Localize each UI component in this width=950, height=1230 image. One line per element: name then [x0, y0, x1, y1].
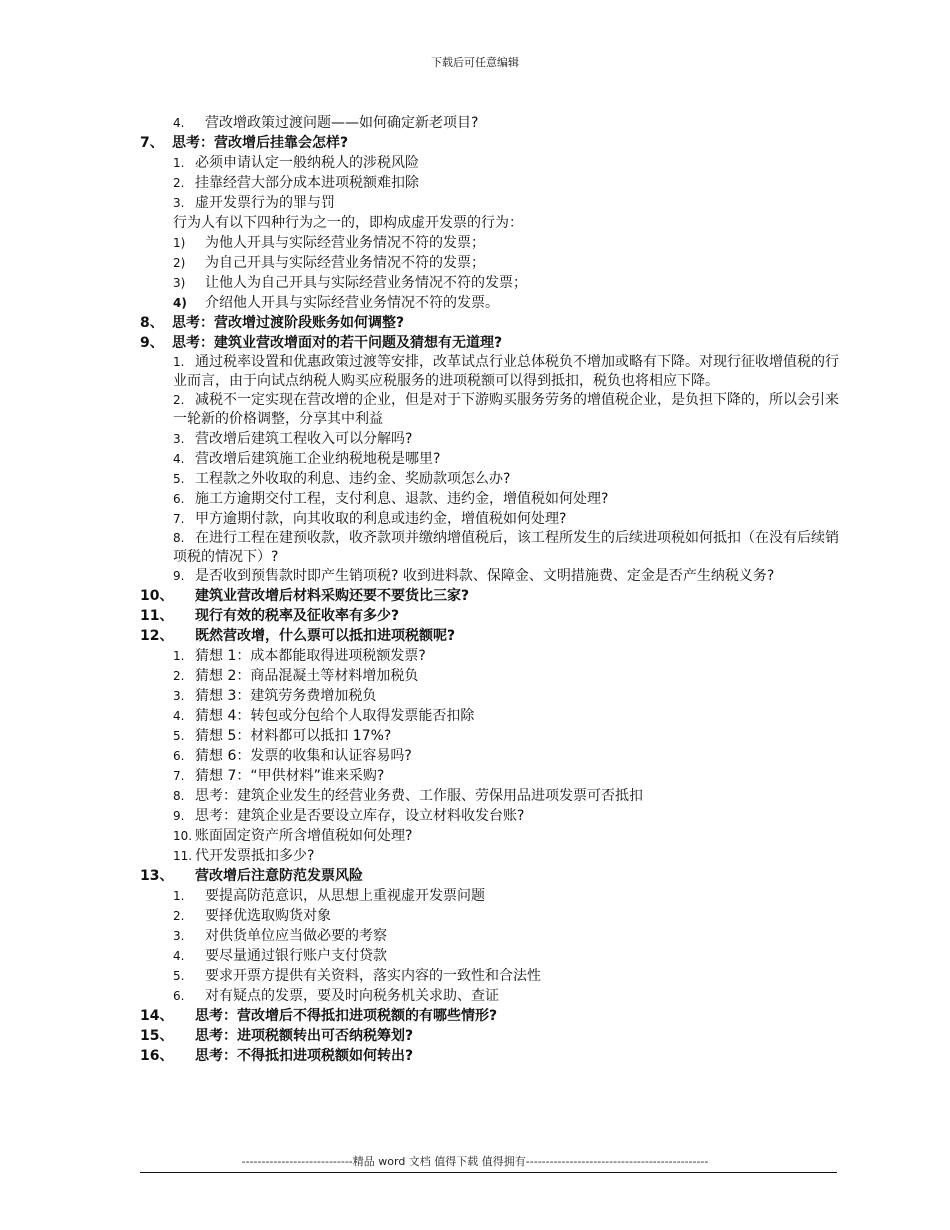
section-number: 12、 [140, 628, 174, 644]
list-item [140, 391, 840, 429]
list-item [140, 886, 840, 906]
section-number: 9、 [140, 335, 164, 351]
list-number: 11. [173, 849, 193, 863]
list-number: 6. [173, 492, 185, 506]
section-number: 14、 [140, 1008, 174, 1024]
list-text: 为他人开具与实际经营业务情况不符的发票； [205, 235, 485, 251]
list-number: 3. [173, 196, 185, 210]
document-body [140, 113, 840, 1066]
list-number: 8. [173, 531, 185, 545]
list-text: 要提高防范意识，从思想上重视虚开发票问题 [205, 888, 485, 904]
list-item [140, 986, 840, 1006]
list-number: 5. [173, 472, 185, 486]
list-number: 1. [173, 355, 185, 369]
section-heading [140, 133, 840, 153]
list-number: 4. [173, 452, 185, 466]
footer-rule [140, 1172, 837, 1173]
list-text: 猜想 4：转包或分包给个人取得发票能否扣除 [195, 708, 475, 724]
section-heading [140, 313, 840, 333]
section-number: 11、 [140, 608, 174, 624]
list-item [140, 509, 840, 529]
list-item [140, 253, 840, 273]
list-text: 猜想 7：“甲供材料”谁来采购? [195, 768, 385, 784]
list-text: 猜想 6：发票的收集和认证容易吗? [195, 748, 412, 764]
section-heading [140, 1046, 840, 1066]
list-item [140, 193, 840, 213]
list-item [140, 469, 840, 489]
list-number: 2. [173, 176, 185, 190]
list-item [140, 567, 840, 586]
section-title: 建筑业营改增后材料采购还要不要货比三家? [195, 588, 470, 604]
list-item [140, 113, 840, 133]
list-text: 甲方逾期付款，向其收取的利息或违约金，增值税如何处理? [195, 511, 567, 527]
list-item [140, 926, 840, 946]
list-item [140, 726, 840, 746]
list-text: 虚开发票行为的罪与罚 [195, 195, 335, 211]
list-number: 4. [173, 116, 185, 130]
section-number: 13、 [140, 868, 174, 884]
list-item [140, 966, 840, 986]
list-text: 通过税率设置和优惠政策过渡等安排，改革试点行业总体税负不增加或略有下降。对现行征收增值税的行业而言，由于向试点纳税人购买应税服务的进项税额可以得到抵扣，税负也将相应下降。 [173, 354, 839, 389]
list-text: 介绍他人开具与实际经营业务情况不符的发票。 [205, 295, 499, 311]
list-number: 2. [173, 909, 185, 923]
list-item [140, 293, 840, 313]
list-number: 4. [173, 709, 185, 723]
list-item [140, 273, 840, 293]
list-number: 1. [173, 889, 185, 903]
section-heading [140, 586, 840, 606]
list-text: 要择优选取购货对象 [205, 908, 331, 924]
section-heading [140, 606, 840, 626]
list-item [140, 173, 840, 193]
section-number: 10、 [140, 588, 174, 604]
list-number: 7. [173, 769, 185, 783]
list-number: 1. [173, 156, 185, 170]
list-number: 1) [173, 236, 186, 250]
list-item [140, 946, 840, 966]
section-title: 思考：营改增后不得抵扣进项税额的有哪些情形? [195, 1008, 498, 1024]
list-text: 减税不一定实现在营改增的企业，但是对于下游购买服务劳务的增值税企业，是负担下降的，所以会引来一轮新的价格调整，分享其中利益 [173, 392, 839, 427]
section-heading [140, 1006, 840, 1026]
list-item [140, 826, 840, 846]
list-text: 思考：建筑企业是否要设立库存，设立材料收发台账? [195, 808, 525, 824]
list-item [140, 233, 840, 253]
paragraph-text: 行为人有以下四种行为之一的，即构成虚开发票的行为： [173, 215, 523, 231]
list-item [140, 766, 840, 786]
list-number: 3. [173, 432, 185, 446]
list-number: 2. [173, 393, 185, 407]
section-title: 思考：进项税额转出可否纳税筹划? [195, 1028, 414, 1044]
list-text: 营改增政策过渡问题——如何确定新老项目? [205, 115, 479, 131]
list-text: 对供货单位应当做必要的考察 [205, 928, 387, 944]
list-number: 3) [173, 276, 186, 290]
list-text: 猜想 3：建筑劳务费增加税负 [195, 688, 377, 704]
section-title: 营改增后注意防范发票风险 [195, 868, 363, 884]
list-text: 挂靠经营大部分成本进项税额难扣除 [195, 175, 419, 191]
section-title: 思考：建筑业营改增面对的若干问题及猜想有无道理? [172, 335, 503, 351]
list-number: 9. [173, 569, 185, 583]
list-text: 营改增后建筑工程收入可以分解吗? [195, 431, 413, 447]
list-text: 要尽量通过银行账户支付贷款 [205, 948, 387, 964]
page-header: 下载后可任意编辑 [431, 56, 519, 69]
section-number: 15、 [140, 1028, 174, 1044]
section-heading [140, 866, 840, 886]
list-number: 4) [173, 296, 187, 310]
list-text: 思考：建筑企业发生的经营业务费、工作服、劳保用品进项发票可否抵扣 [195, 788, 643, 804]
section-number: 16、 [140, 1048, 174, 1064]
list-number: 2) [173, 256, 186, 270]
list-number: 3. [173, 689, 185, 703]
section-heading [140, 626, 840, 646]
list-text: 营改增后建筑施工企业纳税地税是哪里? [195, 451, 441, 467]
list-number: 7. [173, 512, 185, 526]
section-heading [140, 333, 840, 353]
page-footer: ----------------------------精品 word 文档 值得下载 值得拥有---------------------------------------------- [241, 1155, 709, 1168]
list-text: 是否收到预售款时即产生销项税? 收到进料款、保障金、文明措施费、定金是否产生纳税义务? [195, 568, 775, 584]
list-number: 8. [173, 789, 185, 803]
section-number: 8、 [140, 315, 164, 331]
list-item [140, 906, 840, 926]
list-item [140, 806, 840, 826]
list-text: 猜想 5：材料都可以抵扣 17%? [195, 728, 392, 744]
list-number: 5. [173, 969, 185, 983]
list-text: 为自己开具与实际经营业务情况不符的发票； [205, 255, 485, 271]
section-title: 现行有效的税率及征收率有多少? [195, 608, 400, 624]
list-number: 6. [173, 989, 185, 1003]
list-number: 4. [173, 949, 185, 963]
list-text: 要求开票方提供有关资料，落实内容的一致性和合法性 [205, 968, 541, 984]
list-item [140, 786, 840, 806]
list-text: 让他人为自己开具与实际经营业务情况不符的发票； [205, 275, 527, 291]
list-item [140, 666, 840, 686]
list-item [140, 646, 840, 666]
list-number: 3. [173, 929, 185, 943]
list-text: 对有疑点的发票，要及时向税务机关求助、查证 [205, 988, 499, 1004]
list-item [140, 529, 840, 567]
list-item [140, 153, 840, 173]
list-number: 6. [173, 749, 185, 763]
list-item [140, 489, 840, 509]
list-number: 2. [173, 669, 185, 683]
list-item [140, 846, 840, 866]
section-title: 思考：营改增过渡阶段账务如何调整? [172, 315, 405, 331]
list-item [140, 746, 840, 766]
list-item [140, 429, 840, 449]
list-number: 9. [173, 809, 185, 823]
section-number: 7、 [140, 135, 164, 151]
section-title: 思考：不得抵扣进项税额如何转出? [195, 1048, 414, 1064]
list-text: 工程款之外收取的利息、违约金、奖励款项怎么办? [195, 471, 511, 487]
list-text: 施工方逾期交付工程，支付利息、退款、违约金，增值税如何处理? [195, 491, 609, 507]
list-item [140, 706, 840, 726]
list-number: 5. [173, 729, 185, 743]
section-title: 思考：营改增后挂靠会怎样? [172, 135, 349, 151]
list-text: 在进行工程在建预收款，收齐款项并缴纳增值税后，该工程所发生的后续进项税如何抵扣（在没有后续销项税的情况下）? [173, 530, 839, 565]
list-text: 猜想 2：商品混凝土等材料增加税负 [195, 668, 419, 684]
list-item [140, 449, 840, 469]
list-text: 账面固定资产所含增值税如何处理? [195, 828, 413, 844]
list-item [140, 353, 840, 391]
list-text: 必须申请认定一般纳税人的涉税风险 [195, 155, 419, 171]
list-number: 1. [173, 649, 185, 663]
section-title: 既然营改增，什么票可以抵扣进项税额呢? [195, 628, 456, 644]
list-item [140, 686, 840, 706]
list-number: 10. [173, 829, 193, 843]
list-text: 猜想 1：成本都能取得进项税额发票? [195, 648, 426, 664]
list-text: 代开发票抵扣多少? [195, 848, 315, 864]
section-heading [140, 1026, 840, 1046]
